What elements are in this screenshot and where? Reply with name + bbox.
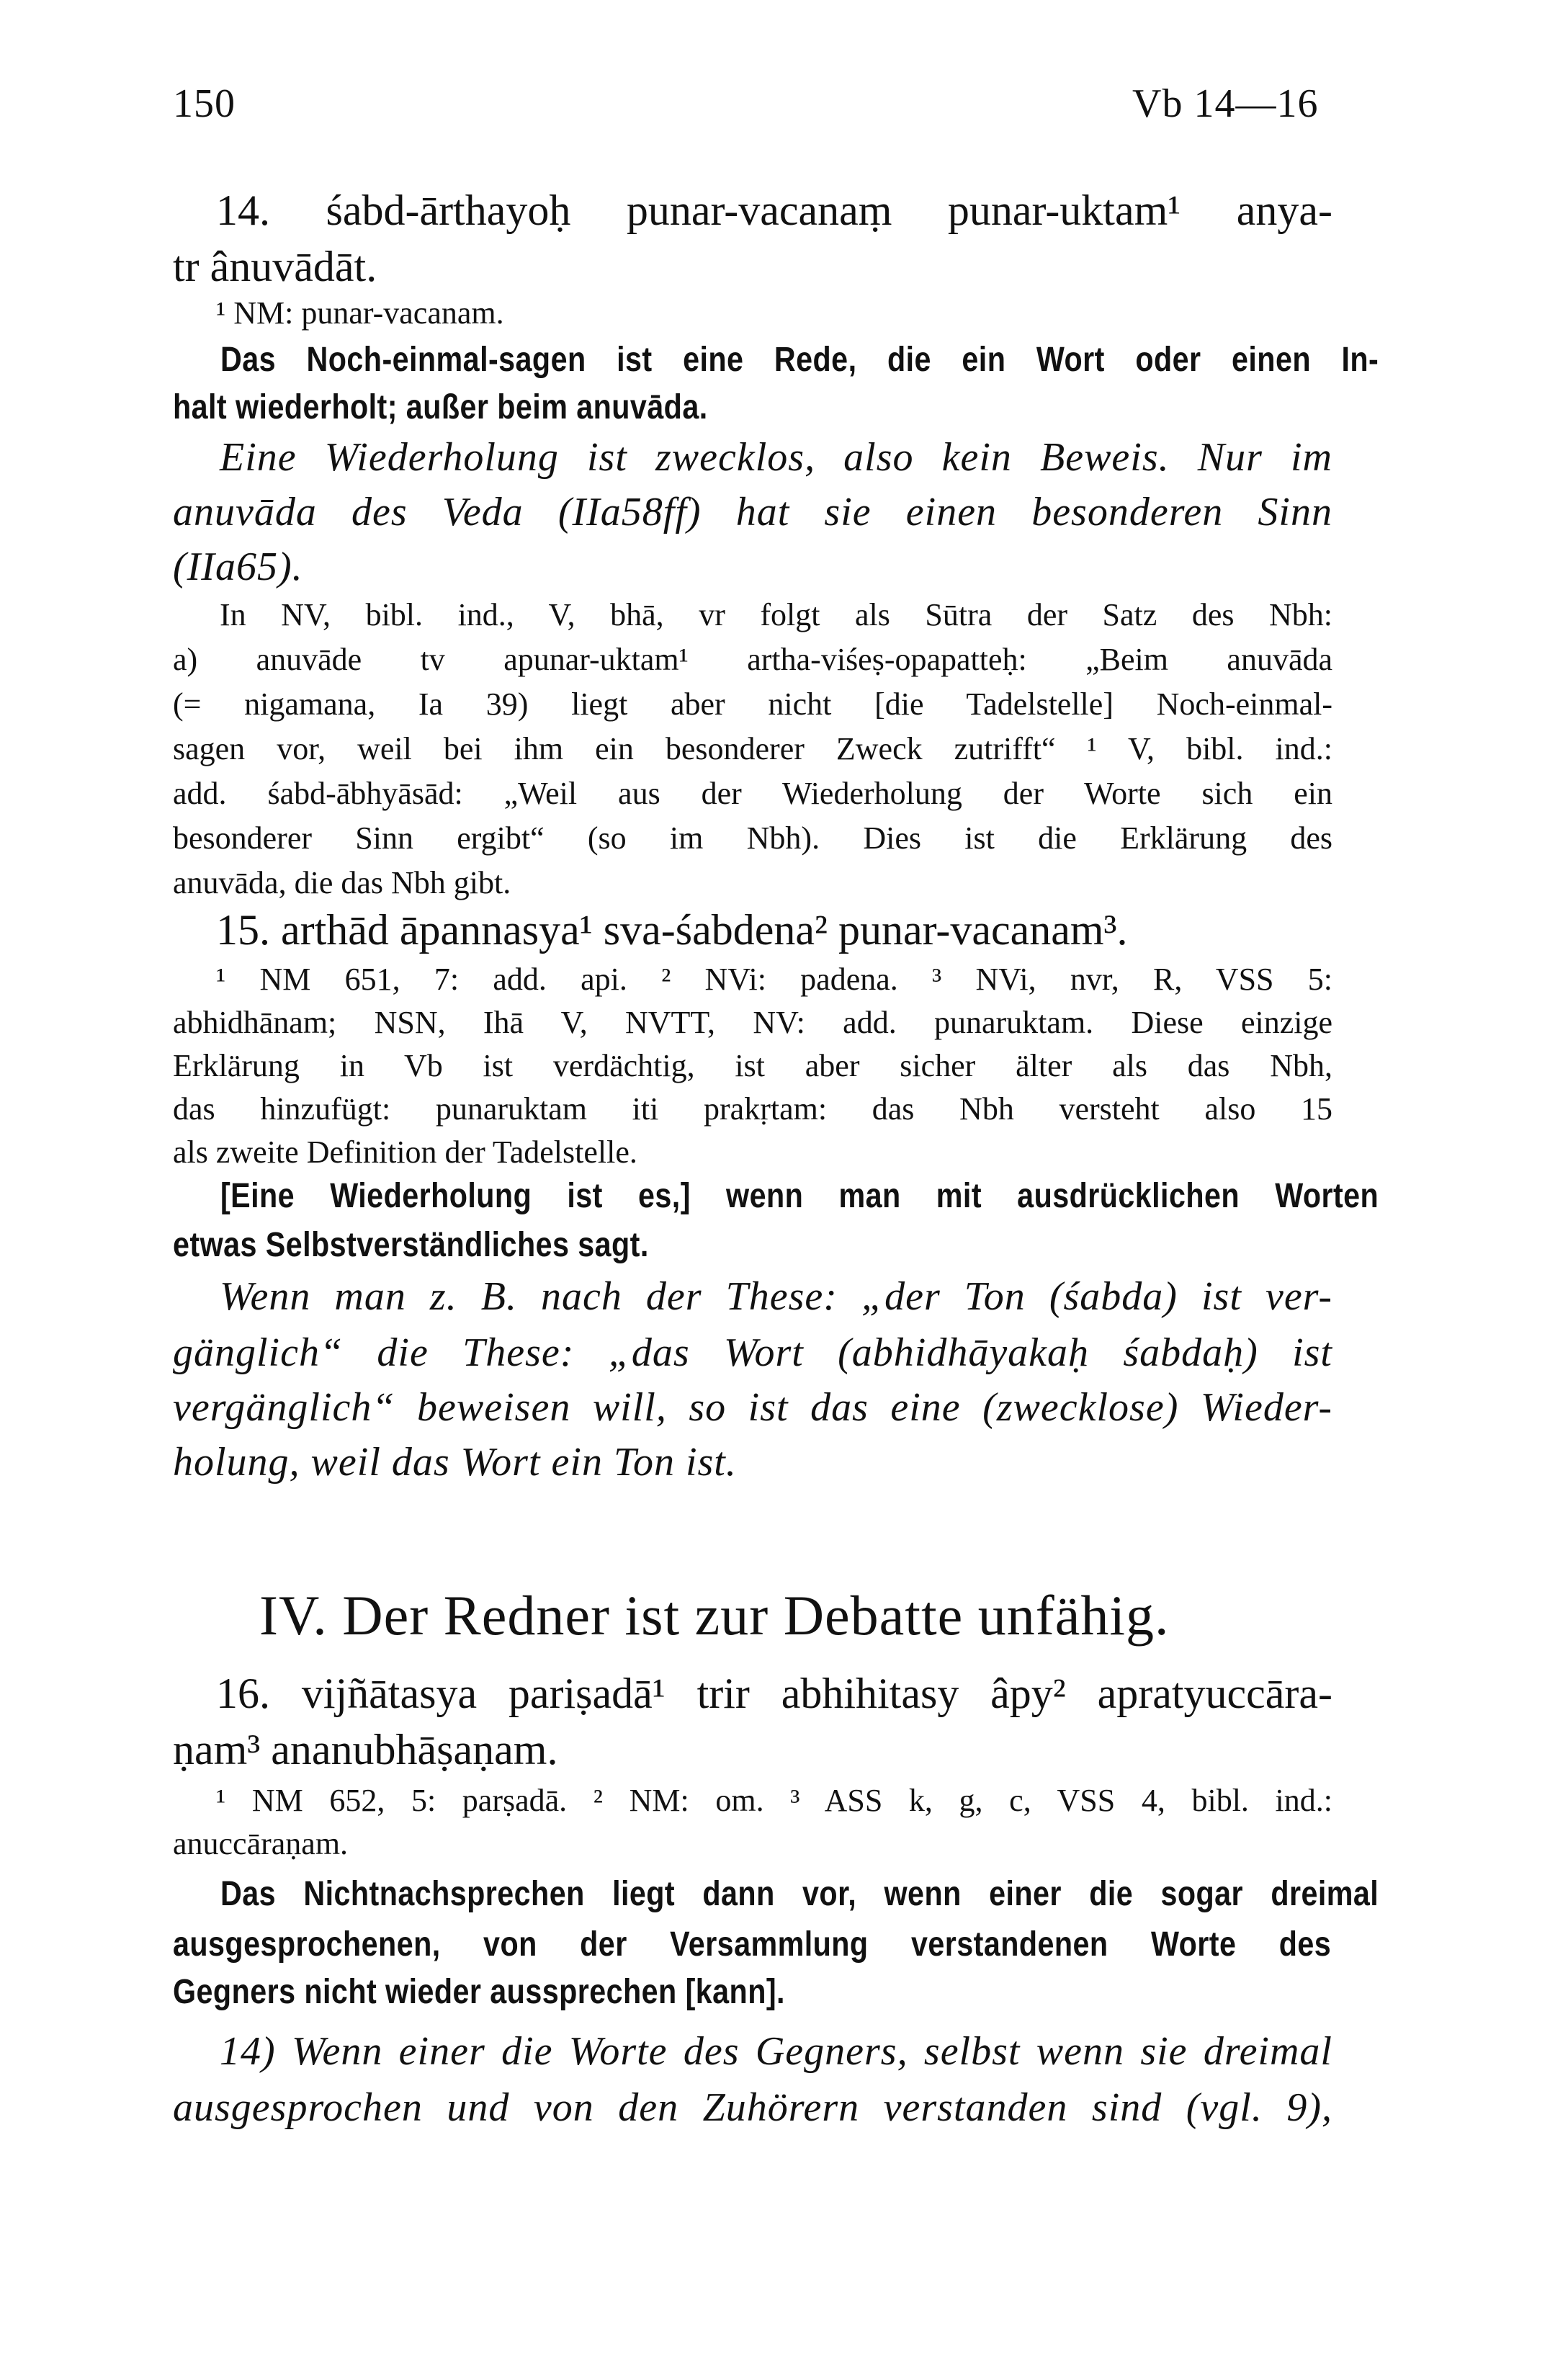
note-14-line-6: besonderer Sinn ergibt“ (so im Nbh). Dies ist die Erklärung des bbox=[173, 820, 1332, 856]
sutra-14-line-1: 14. śabd-ārthayoḥ punar-vacanaṃ punar-uktam¹ anya- bbox=[216, 187, 1332, 234]
note-14 bbox=[220, 593, 1332, 637]
sutra-14-line-2: tr ânuvādāt. bbox=[173, 243, 377, 290]
footnote-15 bbox=[216, 958, 1332, 1001]
translation-15 bbox=[220, 1173, 1379, 1220]
footnote-15-line-5: als zweite Definition der Tadelstelle. bbox=[173, 1134, 637, 1170]
note-14-line-4: sagen vor, weil bei ihm ein besonderer Zweck zutrifft“ ¹ V, bibl. ind.: bbox=[173, 731, 1332, 766]
footnote-15-line-2: abhidhānam; NSN, Ihā V, NVTT, NV: add. punaruktam. Diese einzige bbox=[173, 1005, 1332, 1040]
footnote-14 bbox=[216, 292, 504, 335]
commentary-16-italic bbox=[220, 2024, 1332, 2079]
footnote-16-cont bbox=[173, 1822, 348, 1866]
translation-16-body bbox=[173, 1921, 1331, 2016]
italic-15-line-4: holung, weil das Wort ein Ton ist. bbox=[173, 1440, 737, 1485]
translation-16 bbox=[220, 1871, 1379, 1918]
page-number: 150 bbox=[173, 81, 236, 126]
italic-16-line-1: 14) Wenn einer die Worte des Gegners, selbst wenn sie dreimal bbox=[220, 2029, 1332, 2074]
italic-14-line-2: anuvāda des Veda (IIa58ff) hat sie einen besonderen Sinn bbox=[173, 490, 1332, 534]
running-header: Vb 14—16 bbox=[1132, 81, 1319, 126]
italic-16-line-2: ausgesprochen und von den Zuhörern verstanden sind (vgl. 9), bbox=[173, 2085, 1332, 2130]
translation-15-cont bbox=[173, 1222, 1331, 1269]
sutra-14-cont bbox=[173, 238, 377, 295]
section-heading-text: IV. Der Redner ist zur Debatte unfähig. bbox=[259, 1584, 1170, 1647]
note-14-line-1: In NV, bibl. ind., V, bhā, vr folgt als Sūtra der Satz des Nbh: bbox=[220, 597, 1332, 632]
note-14-line-7: anuvāda, die das Nbh gibt. bbox=[173, 865, 511, 900]
italic-14-line-3: (IIa65). bbox=[173, 545, 303, 589]
footnote-15-line-3: Erklärung in Vb ist verdächtig, ist aber sicher älter als das Nbh, bbox=[173, 1048, 1332, 1083]
sutra-16-line-1: 16. vijñātasya pariṣadā¹ trir abhihitasy âpy² apratyuccāra- bbox=[216, 1670, 1332, 1717]
section-heading bbox=[259, 1583, 1170, 1648]
translation-14-cont bbox=[173, 384, 1331, 431]
footnote-16-line-1: ¹ NM 652, 5: parṣadā. ² NM: om. ³ ASS k, g, c, VSS 4, bibl. ind.: bbox=[216, 1783, 1332, 1818]
note-14-body bbox=[173, 637, 1332, 905]
footnote-14-line: ¹ NM: punar-vacanam. bbox=[216, 295, 504, 331]
commentary-14-italic bbox=[220, 430, 1332, 485]
footnote-16 bbox=[216, 1779, 1332, 1822]
footnote-15-line-1: ¹ NM 651, 7: add. api. ² NVi: padena. ³ NVi, nvr, R, VSS 5: bbox=[216, 962, 1332, 997]
sutra-14 bbox=[216, 182, 1332, 238]
italic-14-line-1: Eine Wiederholung ist zwecklos, also kein Beweis. Nur im bbox=[220, 435, 1332, 480]
translation-15-line-1: [Eine Wiederholung ist es,] wenn man mit ausdrücklichen Worten bbox=[220, 1177, 1379, 1215]
italic-15-line-3: vergänglich“ beweisen will, so ist das eine (zwecklose) Wieder- bbox=[173, 1385, 1332, 1430]
translation-14-line-1: Das Noch-einmal-sagen ist eine Rede, die ein Wort oder einen In- bbox=[220, 341, 1379, 379]
commentary-14-italic-2 bbox=[173, 485, 1332, 594]
translation-16-line-3: Gegners nicht wieder aussprechen [kann]. bbox=[173, 1973, 785, 2011]
commentary-15-italic-body bbox=[173, 1325, 1332, 1490]
sutra-16-cont bbox=[173, 1722, 557, 1778]
note-14-line-3: (= nigamana, Ia 39) liegt aber nicht [die Tadelstelle] Noch-einmal- bbox=[173, 686, 1332, 722]
italic-15-line-1: Wenn man z. B. nach der These: „der Ton (śabda) ist ver- bbox=[220, 1274, 1332, 1319]
italic-15-line-2: gänglich“ die These: „das Wort (abhidhāyakaḥ śabdaḥ) ist bbox=[173, 1330, 1332, 1375]
note-14-line-5: add. śabd-ābhyāsād: „Weil aus der Wiederholung der Worte sich ein bbox=[173, 776, 1332, 811]
sutra-16-line-2: ṇam³ ananubhāṣaṇam. bbox=[173, 1726, 558, 1773]
translation-16-line-1: Das Nichtnachsprechen liegt dann vor, wenn einer die sogar dreimal bbox=[220, 1875, 1379, 1913]
translation-14 bbox=[220, 336, 1379, 384]
note-14-line-2: a) anuvāde tv apunar-uktam¹ artha-viśeṣ-opapatteḥ: „Beim anuvāda bbox=[173, 642, 1332, 677]
sutra-15 bbox=[216, 902, 1128, 958]
translation-15-line-2: etwas Selbstverständliches sagt. bbox=[173, 1226, 649, 1264]
translation-14-line-2: halt wiederholt; außer beim anuvāda. bbox=[173, 388, 708, 426]
sutra-15-line: 15. arthād āpannasya¹ sva-śabdena² punar-vacanam³. bbox=[216, 906, 1128, 954]
footnote-15-body bbox=[173, 1001, 1332, 1174]
commentary-15-italic bbox=[220, 1269, 1332, 1324]
commentary-16-italic-cont bbox=[173, 2080, 1332, 2135]
footnote-15-line-4: das hinzufügt: punaruktam iti prakṛtam: das Nbh versteht also 15 bbox=[173, 1091, 1332, 1127]
footnote-16-line-2: anuccāraṇam. bbox=[173, 1826, 349, 1861]
sutra-16 bbox=[216, 1665, 1332, 1722]
translation-16-line-2: ausgesprochenen, von der Versammlung verstandenen Worte des bbox=[173, 1925, 1332, 1964]
